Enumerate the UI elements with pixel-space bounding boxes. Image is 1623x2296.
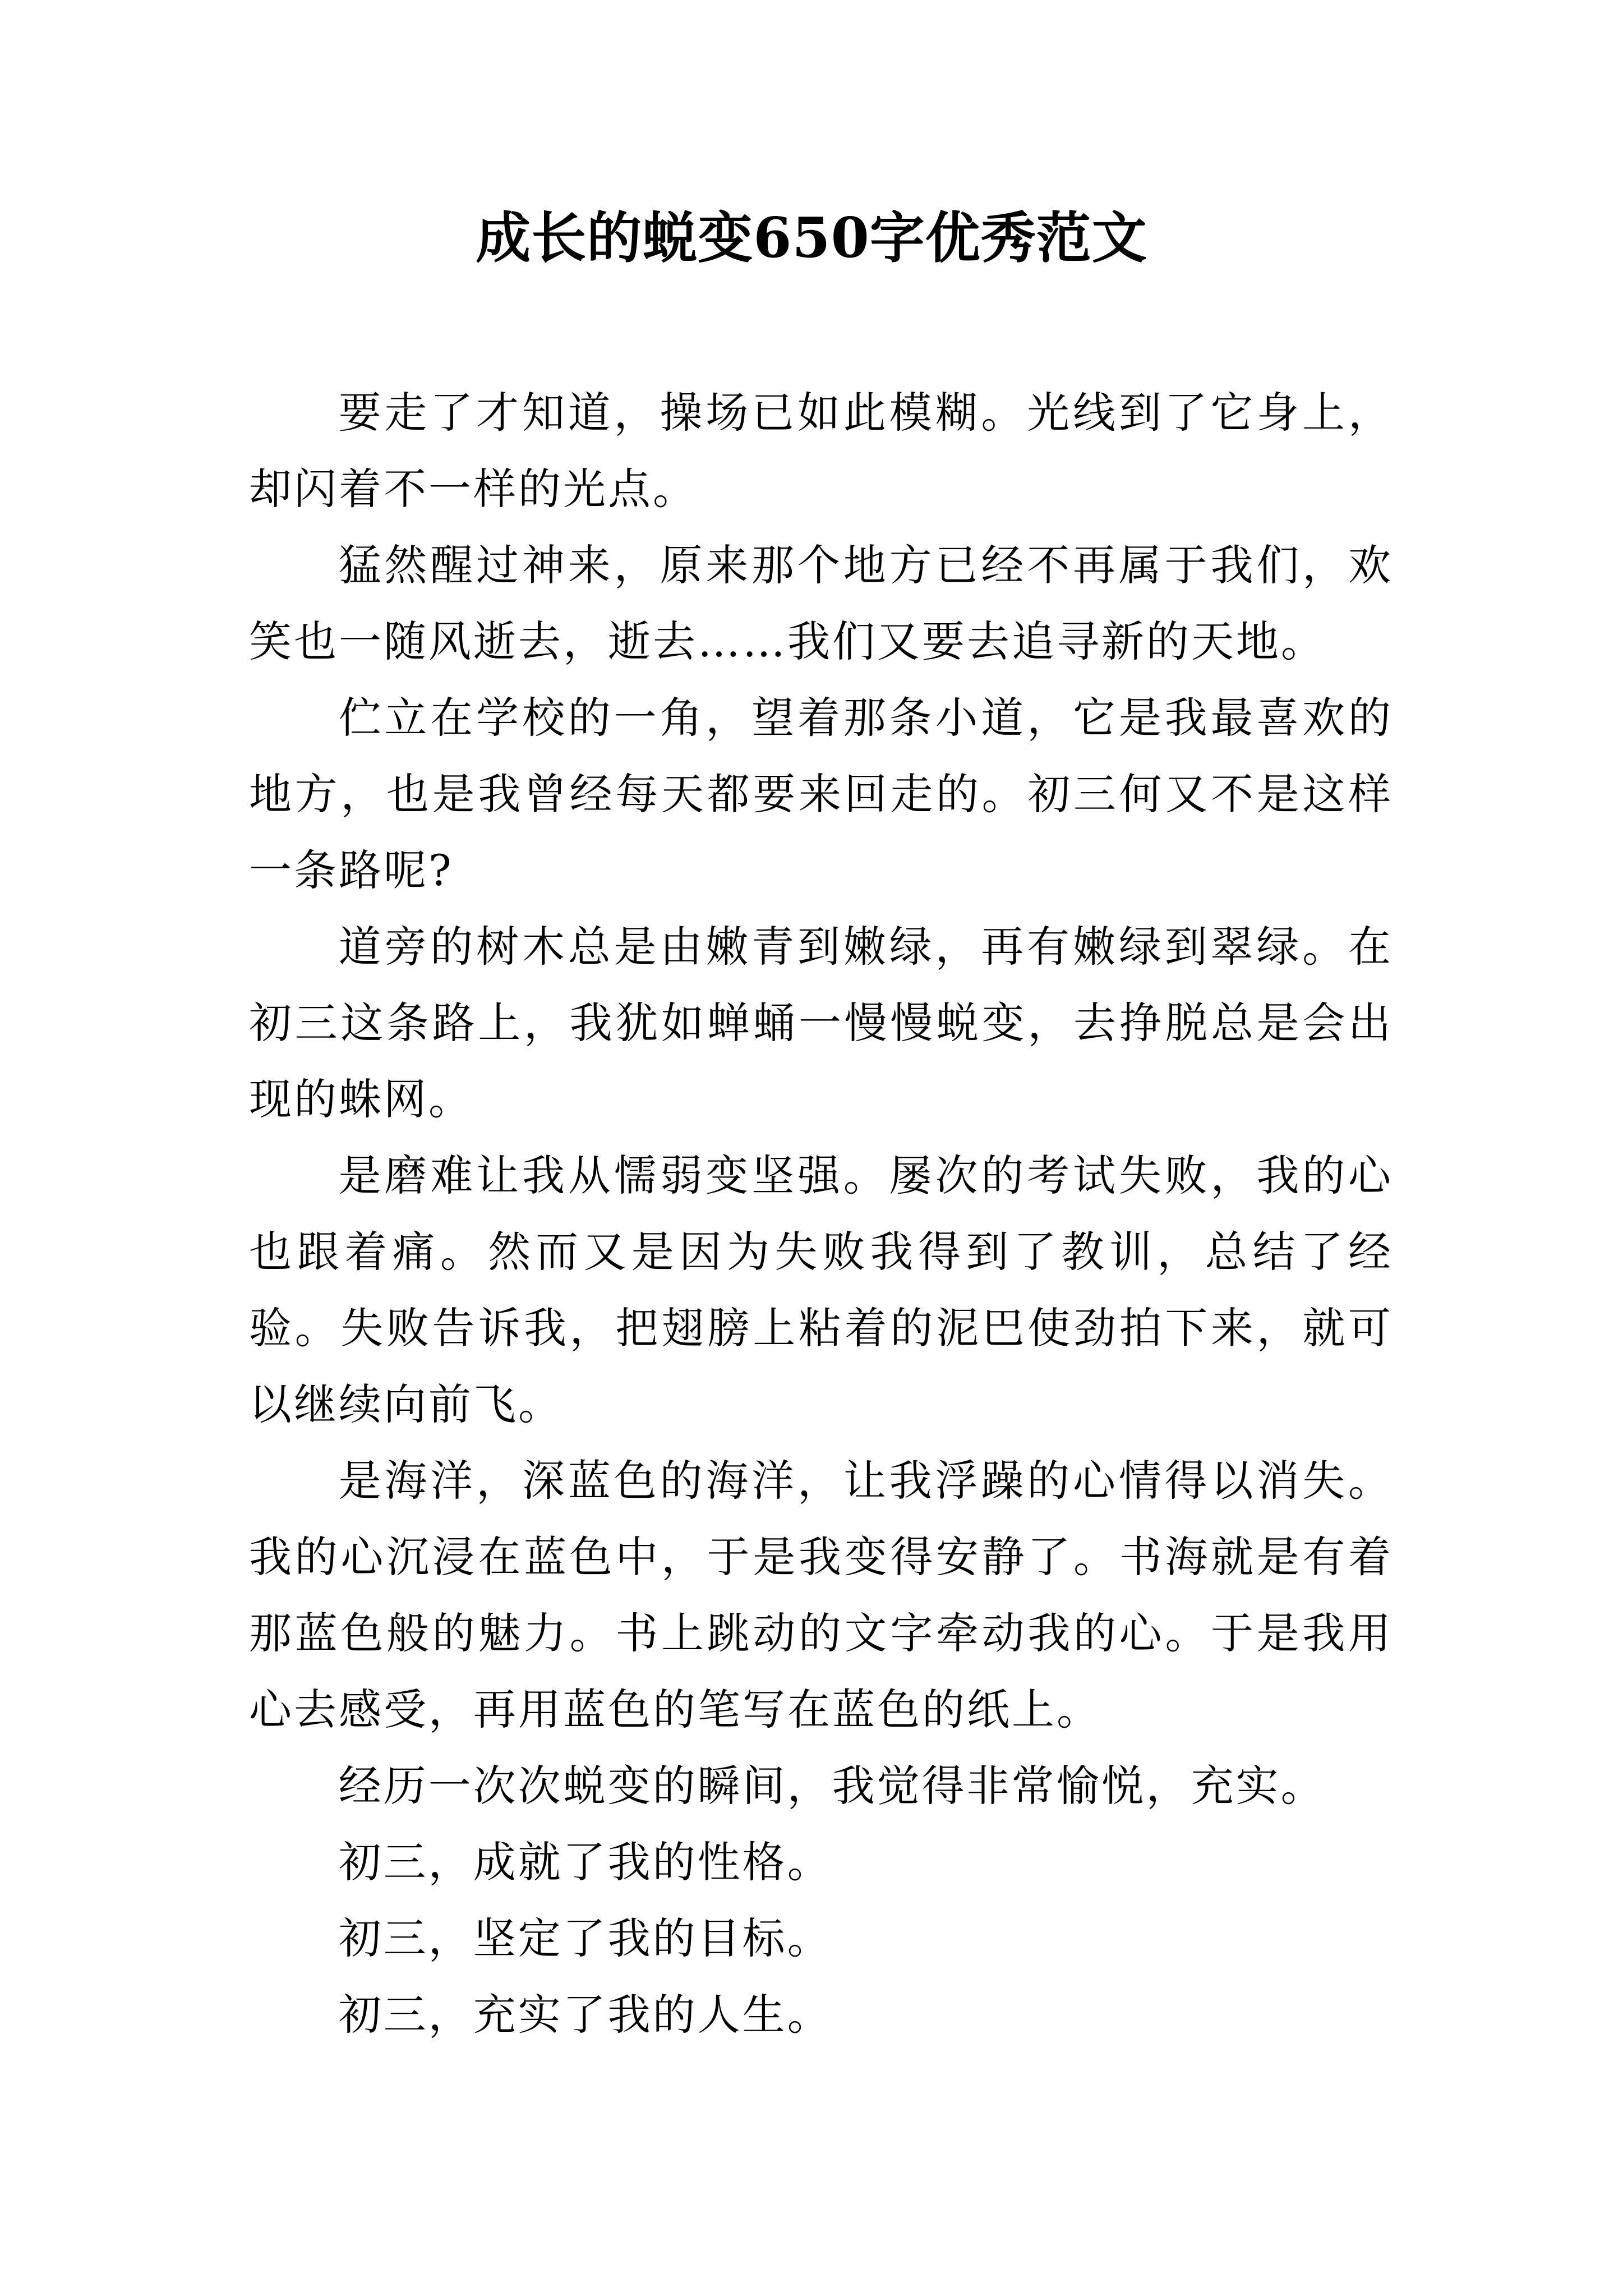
paragraph: 猛然醒过神来，原来那个地方已经不再属于我们，欢笑也一随风逝去，逝去……我们又要去追寻新的天地。: [249, 540, 1393, 666]
paragraph: 是海洋，深蓝色的海洋，让我浮躁的心情得以消失。我的心沉浸在蓝色中，于是我变得安静了。书海就是有着那蓝色般的魅力。书上跳动的文字牵动我的心。于是我用心去感受，再用蓝色的笔写在蓝色的纸上。: [249, 1456, 1393, 1734]
paragraph: 道旁的树木总是由嫩青到嫩绿，再有嫩绿到翠绿。在初三这条路上，我犹如蝉蛹一慢慢蜕变，去挣脱总是会出现的蛛网。: [249, 922, 1393, 1124]
paragraph: 伫立在学校的一角，望着那条小道，它是我最喜欢的地方，也是我曾经每天都要来回走的。初三何又不是这样一条路呢?: [249, 693, 1393, 895]
document-body: [249, 375, 1393, 2053]
paragraph: 要走了才知道，操场已如此模糊。光线到了它身上，却闪着不一样的光点。: [249, 388, 1393, 514]
paragraph: 是磨难让我从懦弱变坚强。屡次的考试失败，我的心也跟着痛。然而又是因为失败我得到了教训，总结了经验。失败告诉我，把翅膀上粘着的泥巴使劲拍下来，就可以继续向前飞。: [249, 1151, 1393, 1429]
paragraph: 初三，充实了我的人生。: [338, 1990, 832, 2040]
document-title: 成长的蜕变650字优秀范文: [476, 206, 1147, 270]
paragraph: 初三，成就了我的性格。: [338, 1837, 832, 1887]
paragraph: 经历一次次蜕变的瞬间，我觉得非常愉悦，充实。: [338, 1761, 1326, 1811]
paragraph: 初三，坚定了我的目标。: [338, 1913, 832, 1963]
